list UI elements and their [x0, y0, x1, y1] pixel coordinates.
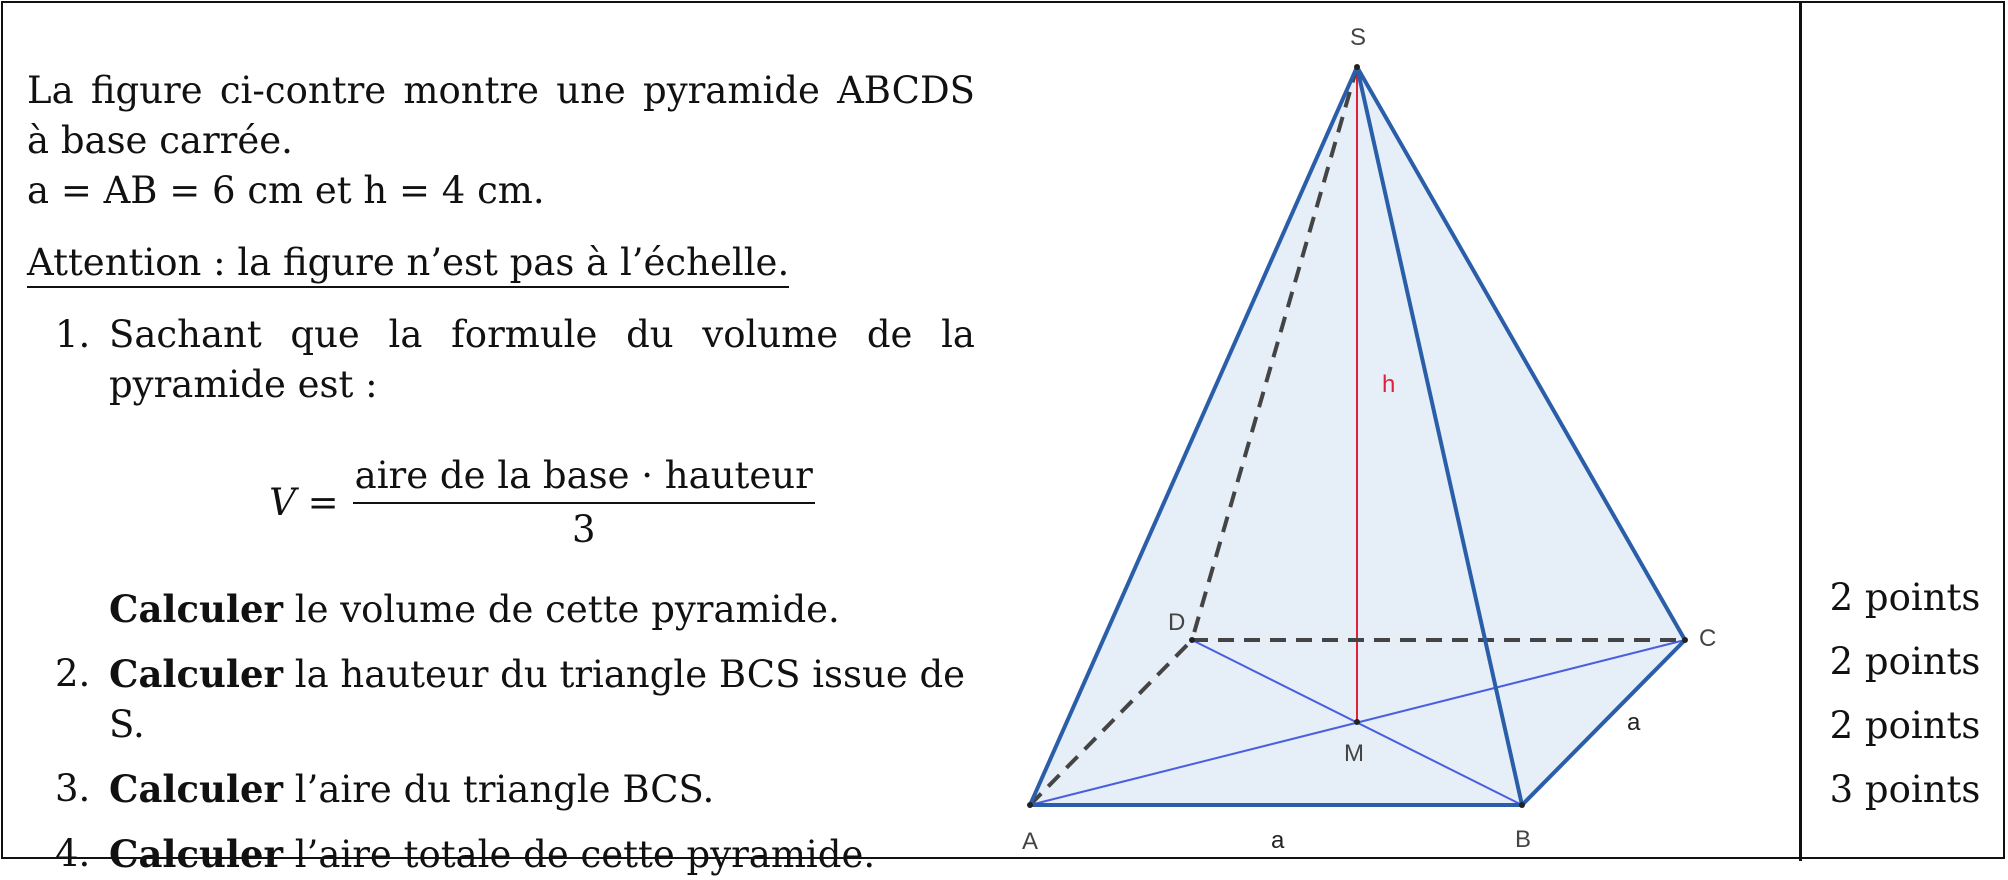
label-a-bottom: a — [1271, 827, 1285, 854]
points-question-3: 2 points — [1829, 704, 1981, 747]
formula-denominator: 3 — [571, 508, 596, 551]
points-question-1: 2 points — [1829, 576, 1981, 619]
question-number: 3. — [55, 767, 91, 810]
label-d: D — [1168, 609, 1186, 636]
instruction-rest: la hauteur du triangle BCS issue de S. — [109, 653, 966, 746]
points-question-2: 2 points — [1829, 640, 1981, 683]
vertex-a — [1027, 802, 1033, 808]
label-b: B — [1515, 826, 1532, 853]
formula-numerator: aire de la base · hauteur — [353, 452, 815, 504]
instruction-verb: Calculer — [109, 832, 283, 876]
instruction-verb: Calculer — [109, 767, 283, 811]
question-number: 2. — [55, 652, 91, 695]
question-number: 1. — [55, 313, 91, 356]
vertex-d — [1189, 637, 1195, 643]
label-s: S — [1350, 24, 1367, 51]
attention-note: Attention : la figure n’est pas à l’échelle. — [27, 240, 789, 288]
instruction-rest: le volume de cette pyramide. — [283, 588, 840, 631]
vertex-b — [1519, 802, 1525, 808]
label-a-side: a — [1627, 709, 1641, 736]
instruction-verb: Calculer — [109, 652, 283, 696]
vertex-s — [1354, 64, 1360, 70]
label-a: A — [1022, 828, 1039, 855]
question-number: 4. — [55, 832, 91, 875]
intro-given-values: a = AB = 6 cm et h = 4 cm. — [27, 169, 545, 212]
points-question-4: 3 points — [1829, 768, 1981, 811]
instruction-rest: l’aire du triangle BCS. — [283, 768, 715, 811]
label-m: M — [1344, 740, 1364, 767]
vertex-c — [1682, 637, 1688, 643]
question-text: Sachant que la formule du volume de la pyramide est : — [109, 313, 975, 406]
instruction-verb: Calculer — [109, 587, 283, 631]
instruction-rest: l’aire totale de cette pyramide. — [283, 833, 876, 876]
label-h: h — [1382, 371, 1396, 398]
formula-lhs: V = — [269, 481, 339, 524]
point-m — [1354, 719, 1360, 725]
intro-description: La figure ci-contre montre une pyramide ABCDS à base carrée. — [27, 69, 975, 162]
label-c: C — [1699, 625, 1717, 652]
